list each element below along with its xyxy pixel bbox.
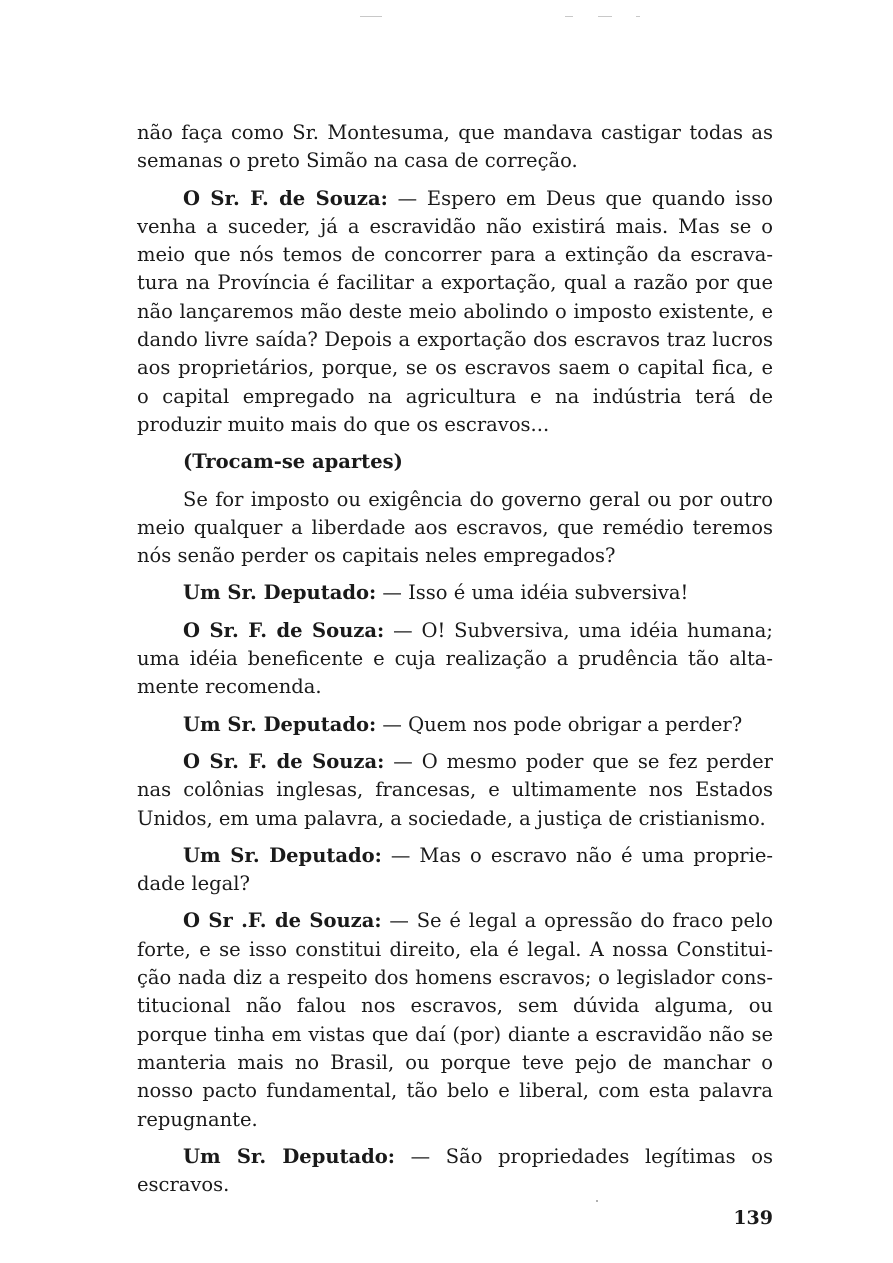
scan-artifact <box>598 16 612 17</box>
scan-artifact <box>596 1200 598 1202</box>
speaker-label: Um Sr. Deputado: <box>183 581 377 605</box>
paragraph <box>137 185 773 440</box>
paragraph-text: — Isso é uma idéia subversiva! <box>376 581 689 605</box>
paragraph <box>137 486 773 571</box>
paragraph-text: Se for imposto ou exigência do governo geral ou por outro meio qualquer a liberdade aos escravos, que remédio teremos nós senão perder os capitais neles empregados? <box>137 487 773 568</box>
paragraph-text: — Espero em Deus que quando isso venha a suceder, já a escravidão não existirá mais. Mas se o meio que nós temos de concorrer para a extinção da escravatura na Província é facilitar a exportação, qual a razão por que não lançaremos mão deste meio abolindo o imposto existente, e dando livre saída? Depois a exportação dos escravos traz lucros aos proprietários, porque, se os escravos saem o capital fica, e o capital empregado na agricultura e na indústria terá de produzir muito mais do que os escravos... <box>137 186 773 436</box>
paragraph-text: — O mesmo poder que se fez perder nas colônias inglesas, francesas, e ultimamente nos Estados Unidos, em uma palavra, a sociedade, a justiça de cristianismo. <box>137 749 773 830</box>
paragraph-text: — Mas o escravo não é uma propriedade legal? <box>137 843 773 896</box>
paragraph <box>137 617 773 702</box>
paragraph <box>137 711 773 739</box>
paragraph-text: — Se é legal a opressão do fraco pelo forte, e se isso constitui direito, ela é legal. A nossa Constituição nada diz a respeito dos homens escravos; o legislador constitucional não falou nos escravos, sem dúvida alguma, ou porque tinha em vistas que daí (por) diante a escravidão não se manteria mais no Brasil, ou porque teve pejo de manchar o nosso pacto fundamental, tão belo e liberal, com esta palavra repugnante. <box>137 909 773 1131</box>
speaker-label: (Trocam-se apartes) <box>183 450 403 474</box>
scan-artifact <box>565 16 573 17</box>
paragraph <box>137 907 773 1133</box>
paragraph <box>137 748 773 833</box>
paragraph <box>137 579 773 607</box>
speaker-label: O Sr. F. de Souza: <box>183 186 388 210</box>
speaker-label: Um Sr. Deputado: <box>183 712 377 736</box>
paragraph-text: não faça como Sr. Montesuma, que mandava castigar todas as semanas o preto Simão na casa de correção. <box>137 121 773 173</box>
paragraph-text: — O! Subversiva, uma idéia humana; uma idéia beneficente e cuja realização a prudência tão altamente recomenda. <box>137 618 773 699</box>
paragraph <box>137 119 773 176</box>
paragraph-text: — São propriedades legítimas os escravos. <box>137 1144 773 1197</box>
speaker-label: Um Sr. Deputado: <box>183 1144 396 1168</box>
scan-artifact <box>360 16 382 17</box>
speaker-label: O Sr. F. de Souza: <box>183 618 385 642</box>
page-number: 139 <box>733 1207 773 1229</box>
paragraph <box>137 842 773 899</box>
scan-artifact <box>636 16 640 17</box>
paragraph <box>137 1143 773 1200</box>
paragraph-text: — Quem nos pode obrigar a perder? <box>376 712 743 736</box>
paragraph <box>137 448 773 476</box>
body-text <box>137 119 773 1199</box>
speaker-label: O Sr. F. de Souza: <box>183 749 385 773</box>
speaker-label: Um Sr. Deputado: <box>183 843 382 867</box>
speaker-label: O Sr .F. de Souza: <box>183 909 382 933</box>
